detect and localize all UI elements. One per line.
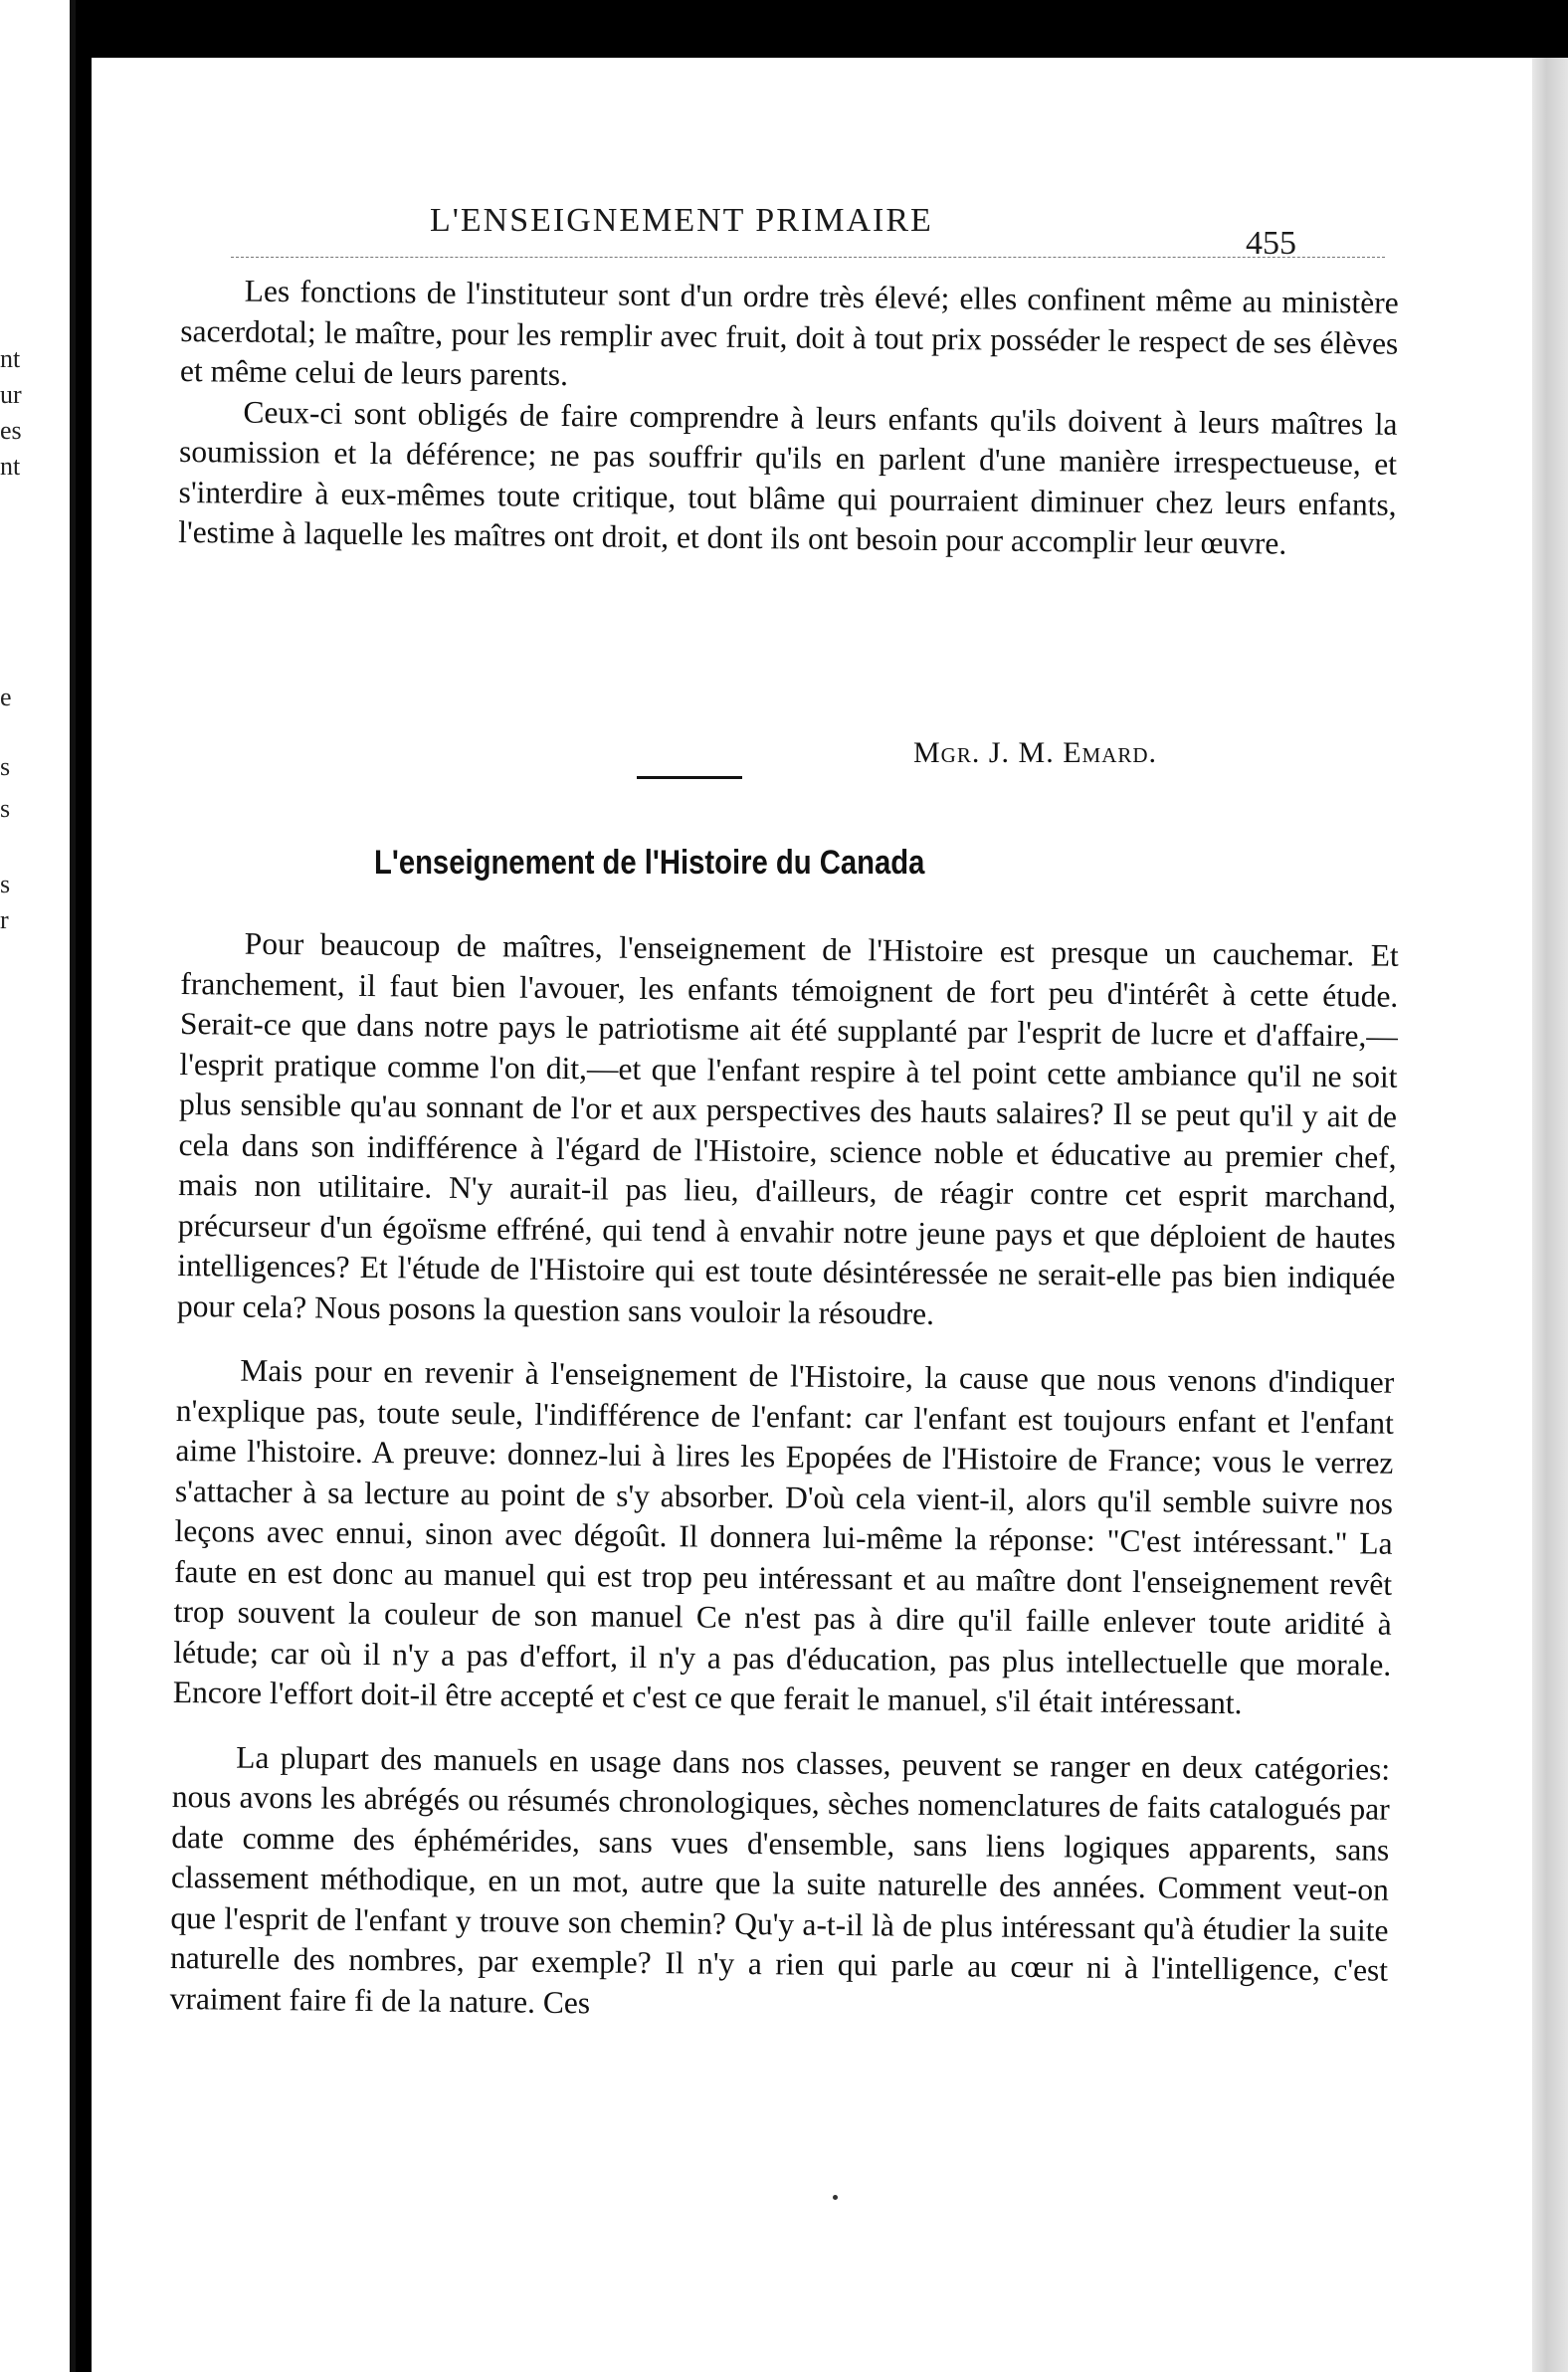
signature: Mgr. J. M. Emard. (913, 736, 1158, 769)
margin-fragment: es (0, 416, 22, 445)
ink-speck (833, 2195, 838, 2200)
page-edge (1532, 58, 1568, 2372)
article-body (169, 923, 1398, 2032)
margin-fragment: s (0, 870, 11, 898)
adjacent-page-edge (0, 0, 76, 2372)
paragraph: Ceux-ci sont obligés de faire comprendre à leurs enfants qu'ils doivent à leurs maîtres la soumission et la déférence; ne pas souffrir qu'ils en parlent d'une manière irrespectueuse, et s'interdire à eux-mêmes toute critique, tout blâme qui pourraient diminuer chez leurs enfants, l'estime à laquelle les maîtres ont droit, et dont ils ont besoin pour accomplir leur œuvre. (178, 394, 1398, 561)
paragraph: Les fonctions de l'instituteur sont d'un ordre très élevé; elles confinent même au ministère sacerdotal; le maître, pour les remplir avec fruit, doit à tout prix posséder le respect de ses élèves et même celui de leurs parents. (179, 273, 1399, 393)
margin-fragment: nt (0, 344, 21, 373)
margin-fragment: r (0, 905, 9, 934)
paragraph: Pour beaucoup de maîtres, l'enseignement de l'Histoire est presque un cauchemar. Et franchement, il faut bien l'avouer, les enfants témoignent de fort peu d'intérêt à cette étude. Serait-ce que dans notre pays le patriotisme ait été supplanté par l'esprit de lucre et d'affaire,—l'esprit pratique comme l'on dit,—et que l'enfant respire à tel point cette ambiance qu'il ne soit plus sensible qu'au sonnant de l'or et aux perspectives des hauts salaires? Il se peut qu'il y ait de cela dans son indifférence à l'égard de l'Histoire, science noble et éducative au premier chef, mais non utilitaire. N'y aurait-il pas lieu, d'ailleurs, de réagir contre cet esprit marchand, précurseur d'un égoïsme effréné, qui tend à envahir notre jeune pays et que déploient de hautes intelligences? Et l'étude de l'Histoire qui est toute désintéressée ne serait-elle pas bien indiquée pour cela? Nous posons la question sans vouloir la résoudre. (176, 925, 1399, 1331)
first-passage (178, 271, 1399, 565)
section-divider (637, 776, 742, 779)
margin-fragment: nt (0, 452, 21, 481)
margin-fragment: e (0, 683, 12, 711)
paragraph: La plupart des manuels en usage dans nos classes, peuvent se ranger en deux catégories: nous avons les abrégés ou résumés chronologiques, sèches nomenclatures de faits catalogués par date comme des éphémérides, sans vues d'ensemble, sans liens logiques apparents, sans classement méthodique, en un mot, autre que la suite naturelle des années. Comment veut-on que l'esprit de l'enfant y trouve son chemin? Qu'y a-t-il là de plus intéressant qu'à étudier la suite naturelle des nombres, par exemple? Il n'y a rien qui parle au cœur ni à l'intelligence, c'est vraiment faire fi de la nature. Ces (169, 1739, 1391, 2020)
margin-fragment: s (0, 794, 11, 823)
book-page (92, 58, 1568, 2372)
page-number: 455 (1246, 225, 1296, 262)
margin-fragment: ur (0, 380, 22, 409)
running-head: L'ENSEIGNEMENT PRIMAIRE (430, 202, 933, 239)
header-rule (231, 257, 1385, 258)
article-title: L'enseignement de l'Histoire du Canada (374, 844, 925, 882)
paragraph: Mais pour en revenir à l'enseignement de l'Histoire, la cause que nous venons d'indiquer n'explique pas, toute seule, l'indifférence de l'enfant: car l'enfant est toujours enfant et l'enfant aime l'histoire. A preuve: donnez-lui à lires les Epopées de l'Histoire de France; vous le verrez s'attacher à sa lecture au point de s'y absorber. D'où cela vient-il, alors qu'il semble suivre nos leçons avec ennui, sinon avec dégoût. Il donnera lui-même la réponse: "C'est intéressant." La faute en est donc au manuel qui est trop peu intéressant et au maître dont l'enseignement revêt trop souvent la couleur de son manuel Ce n'est pas à dire qu'il faille enlever toute aridité à létude; car où il n'y a pas d'effort, il n'y a pas d'éducation, pas plus intellectuelle que morale. Encore l'effort doit-il être accepté et c'est ce que ferait le manuel, s'il était intéressant. (172, 1352, 1395, 1721)
margin-fragment: s (0, 752, 11, 781)
